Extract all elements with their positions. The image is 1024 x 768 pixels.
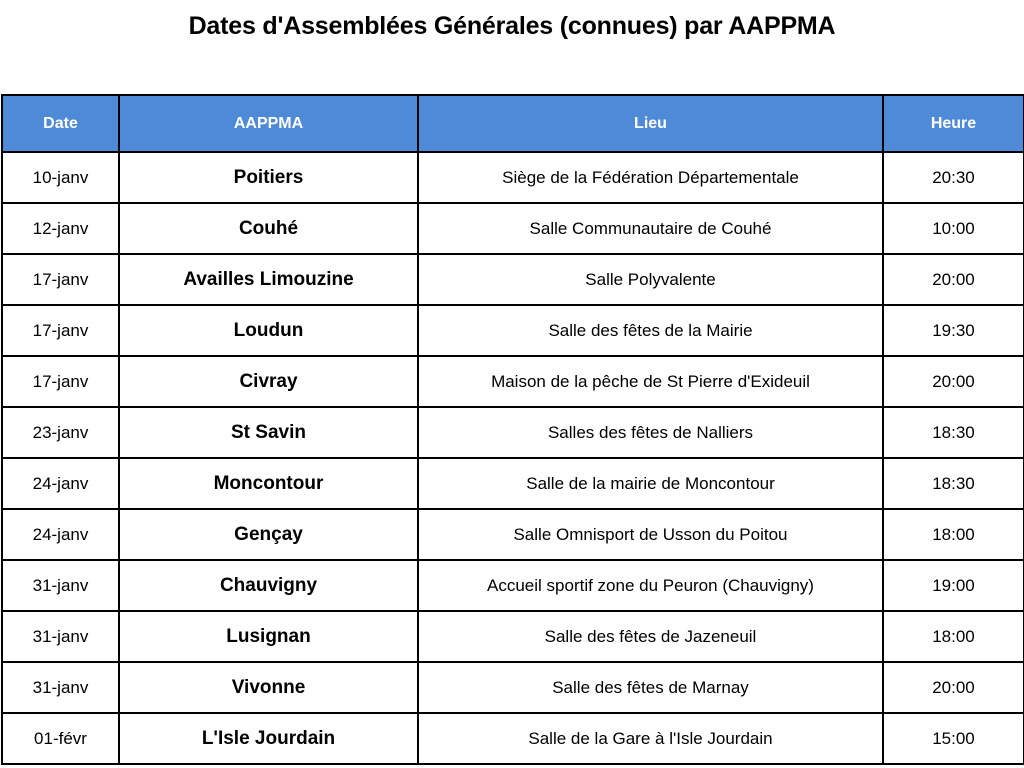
cell-date: 31-janv: [2, 662, 119, 713]
cell-aappma: Gençay: [119, 509, 418, 560]
cell-lieu: Accueil sportif zone du Peuron (Chauvigny): [418, 560, 883, 611]
page-title: Dates d'Assemblées Générales (connues) par AAPPMA: [188, 12, 836, 40]
cell-lieu: Salle de la mairie de Moncontour: [418, 458, 883, 509]
table-row: [2, 509, 1024, 560]
cell-lieu: Siège de la Fédération Départementale: [418, 152, 883, 203]
cell-date: 23-janv: [2, 407, 119, 458]
cell-lieu: Salle Omnisport de Usson du Poitou: [418, 509, 883, 560]
cell-lieu: Salle des fêtes de la Mairie: [418, 305, 883, 356]
table-row: [2, 254, 1024, 305]
cell-lieu: Salle des fêtes de Marnay: [418, 662, 883, 713]
table-row: [2, 356, 1024, 407]
cell-lieu: Salle Communautaire de Couhé: [418, 203, 883, 254]
cell-aappma: Availles Limouzine: [119, 254, 418, 305]
cell-date: 01-févr: [2, 713, 119, 764]
table-row: [2, 203, 1024, 254]
table-header: [2, 95, 1024, 152]
header-row: [2, 95, 1024, 152]
table-row: [2, 560, 1024, 611]
cell-lieu: Salle Polyvalente: [418, 254, 883, 305]
cell-date: 17-janv: [2, 254, 119, 305]
cell-heure: 15:00: [883, 713, 1024, 764]
cell-lieu: Salle de la Gare à l'Isle Jourdain: [418, 713, 883, 764]
cell-aappma: Poitiers: [119, 152, 418, 203]
cell-heure: 19:30: [883, 305, 1024, 356]
cell-aappma: Vivonne: [119, 662, 418, 713]
cell-aappma: Chauvigny: [119, 560, 418, 611]
cell-heure: 18:00: [883, 509, 1024, 560]
cell-heure: 19:00: [883, 560, 1024, 611]
table-row: [2, 407, 1024, 458]
table-row: [2, 458, 1024, 509]
cell-date: 24-janv: [2, 458, 119, 509]
table-row: [2, 152, 1024, 203]
header-lieu: Lieu: [418, 95, 883, 152]
cell-aappma: Moncontour: [119, 458, 418, 509]
cell-date: 31-janv: [2, 611, 119, 662]
cell-heure: 20:00: [883, 662, 1024, 713]
cell-aappma: Loudun: [119, 305, 418, 356]
header-aappma: AAPPMA: [119, 95, 418, 152]
cell-aappma: L'Isle Jourdain: [119, 713, 418, 764]
cell-lieu: Salle des fêtes de Jazeneuil: [418, 611, 883, 662]
cell-heure: 18:30: [883, 407, 1024, 458]
cell-lieu: Salles des fêtes de Nalliers: [418, 407, 883, 458]
header-date: Date: [2, 95, 119, 152]
cell-date: 10-janv: [2, 152, 119, 203]
cell-heure: 10:00: [883, 203, 1024, 254]
cell-heure: 18:30: [883, 458, 1024, 509]
table-row: [2, 611, 1024, 662]
cell-date: 24-janv: [2, 509, 119, 560]
cell-date: 17-janv: [2, 305, 119, 356]
cell-heure: 20:30: [883, 152, 1024, 203]
cell-date: 31-janv: [2, 560, 119, 611]
cell-lieu: Maison de la pêche de St Pierre d'Exideuil: [418, 356, 883, 407]
cell-date: 17-janv: [2, 356, 119, 407]
header-heure: Heure: [883, 95, 1024, 152]
table-row: [2, 662, 1024, 713]
cell-aappma: St Savin: [119, 407, 418, 458]
cell-heure: 20:00: [883, 356, 1024, 407]
cell-heure: 18:00: [883, 611, 1024, 662]
cell-aappma: Civray: [119, 356, 418, 407]
cell-aappma: Couhé: [119, 203, 418, 254]
table-row: [2, 305, 1024, 356]
cell-aappma: Lusignan: [119, 611, 418, 662]
table-body: [2, 152, 1024, 764]
table-row: [2, 713, 1024, 764]
assemblies-table: [1, 94, 1024, 765]
cell-date: 12-janv: [2, 203, 119, 254]
cell-heure: 20:00: [883, 254, 1024, 305]
